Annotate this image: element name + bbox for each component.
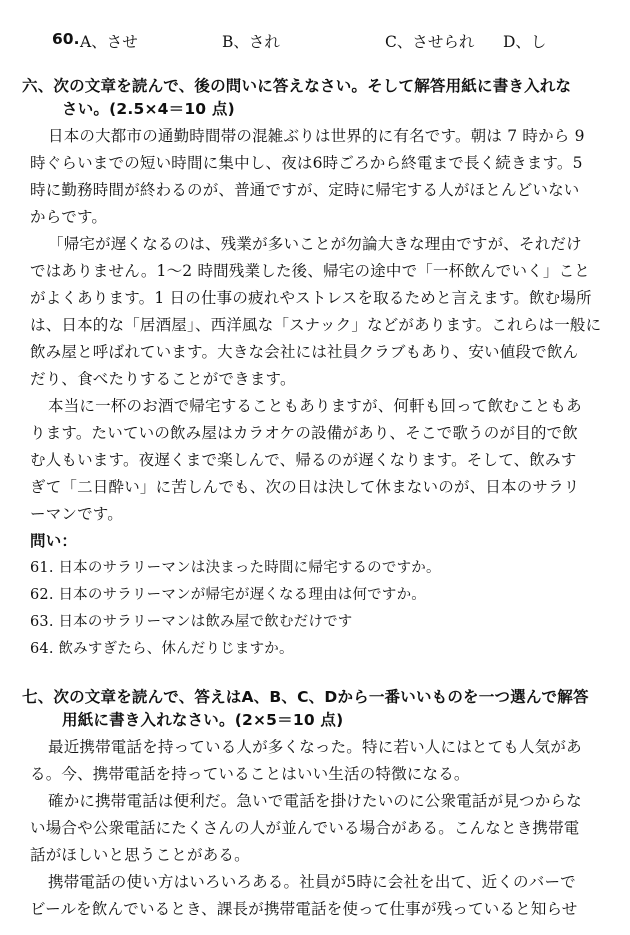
paragraph-line: ーマンです。 [30, 505, 123, 523]
option-a: A、させ [80, 33, 138, 51]
question-number: 60. [52, 30, 80, 48]
section-7-heading-cont: 用紙に書き入れなさい。(2×5＝10 点) [62, 711, 344, 729]
paragraph-line: ぎて「二日酔い」に苦しんでも、次の日は決して休まないのが、日本のサラリ [30, 478, 580, 496]
paragraph-line: む人もいます。夜遅くまで楽しんで、帰るのが遅くなります。そして、飲みす [30, 451, 577, 469]
paragraph-line: がよくあります。1 日の仕事の疲れやストレスを取るためと言えます。飲む場所 [30, 289, 592, 307]
paragraph-line: ビールを飲んでいるとき、課長が携帯電話を使って仕事が残っていると知らせ [30, 900, 578, 918]
option-d: D、し [503, 33, 547, 51]
option-c: C、させられ [385, 33, 475, 51]
paragraph-line: 本当に一杯のお酒で帰宅することもありますが、何軒も回って飲むこともあ [48, 397, 582, 415]
paragraph-line: 「帰宅が遅くなるのは、残業が多いことが勿論大きな理由ですが、それだけ [48, 235, 582, 253]
paragraph-line: 携帯電話の使い方はいろいろある。社員が5時に会社を出て、近くのバーで [48, 873, 576, 891]
option-b: B、され [222, 33, 280, 51]
paragraph-line: い場合や公衆電話にたくさんの人が並んでいる場合がある。こんなとき携帯電 [30, 819, 580, 837]
paragraph-line: だり、食べたりすることができます。 [30, 370, 296, 388]
paragraph-line: 飲み屋と呼ばれています。大きな会社には社員クラブもあり、安い値段で飲ん [30, 343, 579, 361]
section-6-heading: 六、次の文章を読んで、後の問いに答えなさい。そして解答用紙に書き入れな [22, 77, 572, 95]
paragraph-line: ります。たいていの飲み屋はカラオケの設備があり、そこで歌うのが目的で飲 [30, 424, 578, 442]
question-64: 64. 飲みすぎたら、休んだりじますか。 [30, 641, 294, 657]
paragraph-line: 時に勤務時間が終わるのが、普通ですが、定時に帰宅する人がほとんどいない [30, 181, 580, 199]
paragraph-line: 確かに携帯電話は便利だ。急いで電話を掛けたいのに公衆電話が見つからな [48, 792, 582, 810]
paragraph-line: 時ぐらいまでの短い時間に集中し、夜は6時ごろから終電まで長く続きます。5 [30, 154, 583, 172]
paragraph-line: は、日本的な「居酒屋」、西洋風な「スナック」などがあります。これらは一般に [30, 316, 602, 334]
questions-label: 問い： [30, 532, 78, 550]
paragraph-line: からです。 [30, 208, 108, 226]
paragraph-line: 日本の大都市の通勤時間帯の混雑ぶりは世界的に有名です。朝は 7 時から 9 [48, 127, 585, 145]
paragraph-line: 最近携帯電話を持っている人が多くなった。特に若い人にはとても人気があ [48, 738, 582, 756]
question-62: 62. 日本のサラリーマンが帰宅が遅くなる理由は何ですか。 [30, 587, 426, 603]
paragraph-line: ではありません。1～2 時間残業した後、帰宅の途中で「一杯飲んでいく」こと [30, 262, 590, 280]
section-6-heading-cont: さい。(2.5×4＝10 点) [62, 100, 235, 118]
question-61: 61. 日本のサラリーマンは決まった時間に帰宅するのですか。 [30, 560, 441, 576]
paragraph-line: る。今、携帯電話を持っていることはいい生活の特徴になる。 [30, 765, 470, 783]
question-63: 63. 日本のサラリーマンは飲み屋で飲むだけです [30, 614, 353, 630]
paragraph-line: 話がほしいと思うことがある。 [30, 846, 250, 864]
section-7-heading: 七、次の文章を読んで、答えはA、B、C、Dから一番いいものを一つ選んで解答 [22, 688, 589, 706]
